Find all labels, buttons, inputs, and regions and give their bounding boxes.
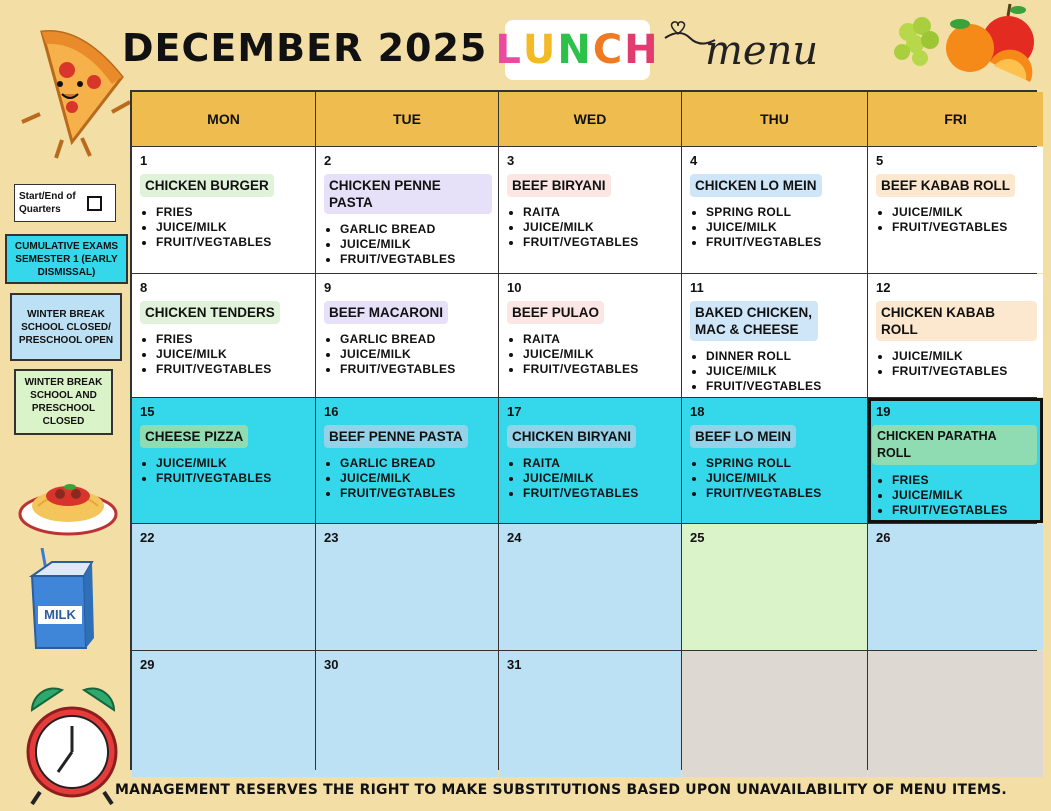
legend-break-open: WINTER BREAK SCHOOL CLOSED/ PRESCHOOL OPEN (10, 293, 122, 361)
side-item: • FRUIT/VEGTABLES (892, 364, 1037, 379)
date-number: 12 (876, 280, 891, 295)
side-item: • GARLIC BREAD (340, 222, 492, 237)
day-header: THU (682, 92, 867, 146)
dish-name: CHEESE PIZZA (140, 425, 248, 448)
dish-name: CHICKEN BIRYANI (507, 425, 636, 448)
dish-name: BAKED CHICKEN, MAC & CHEESE (690, 301, 818, 341)
date-number: 10 (507, 280, 522, 295)
dish-name: BEEF LO MEIN (690, 425, 796, 448)
day-cell (682, 524, 867, 650)
side-items (324, 222, 492, 267)
date-number: 16 (324, 404, 339, 419)
day-cell (316, 398, 498, 523)
day-cell (499, 524, 681, 650)
side-item: • JUICE/MILK (892, 205, 1037, 220)
side-item: • JUICE/MILK (706, 220, 861, 235)
day-cell (316, 651, 498, 777)
side-items (140, 205, 309, 250)
side-item: • JUICE/MILK (523, 220, 675, 235)
lunch-letter: C (592, 27, 625, 73)
date-number: 26 (876, 530, 891, 545)
date-number: 23 (324, 530, 339, 545)
empty-cell (868, 651, 1043, 777)
day-cell (316, 147, 498, 273)
side-item: • FRUIT/VEGTABLES (523, 362, 675, 377)
day-cell (499, 147, 681, 273)
side-items (876, 205, 1037, 235)
side-items (690, 456, 861, 501)
side-item: • FRUIT/VEGTABLES (156, 471, 309, 486)
side-item: • JUICE/MILK (892, 349, 1037, 364)
side-item: • JUICE/MILK (340, 237, 492, 252)
spaghetti-icon (18, 470, 118, 540)
date-number: 29 (140, 657, 155, 672)
legend-exams: CUMULATIVE EXAMS SEMESTER 1 (EARLY DISMISSAL) (5, 234, 128, 284)
side-item: • SPRING ROLL (706, 205, 861, 220)
day-cell (132, 398, 315, 523)
date-number: 30 (324, 657, 339, 672)
date-number: 5 (876, 153, 884, 168)
side-item: • FRUIT/VEGTABLES (523, 486, 675, 501)
side-item: • FRUIT/VEGTABLES (706, 379, 861, 394)
day-header: MON (132, 92, 315, 146)
side-item: • JUICE/MILK (706, 364, 861, 379)
side-item: • FRIES (156, 205, 309, 220)
side-item: • SPRING ROLL (706, 456, 861, 471)
lunch-logo (495, 20, 660, 80)
side-item: • JUICE/MILK (156, 347, 309, 362)
day-header: WED (499, 92, 681, 146)
day-cell (682, 147, 867, 273)
dish-name: CHICKEN PENNE PASTA (324, 174, 492, 214)
side-items (507, 205, 675, 250)
day-cell-quarter-end (868, 398, 1043, 523)
side-item: • FRUIT/VEGTABLES (340, 362, 492, 377)
legend-break-closed: WINTER BREAK SCHOOL AND PRESCHOOL CLOSED (14, 369, 113, 435)
lunch-letter: H (624, 27, 660, 73)
milk-carton-icon (24, 548, 99, 653)
side-item: • FRUIT/VEGTABLES (340, 252, 492, 267)
dish-name: BEEF KABAB ROLL (876, 174, 1015, 197)
side-items (140, 456, 309, 486)
square-icon (87, 196, 102, 211)
day-cell (132, 651, 315, 777)
date-number: 18 (690, 404, 705, 419)
date-number: 1 (140, 153, 148, 168)
dish-name: CHICKEN PARATHA ROLL (872, 425, 1037, 465)
date-number: 22 (140, 530, 155, 545)
date-number: 4 (690, 153, 698, 168)
side-items (324, 332, 492, 377)
day-cell (682, 398, 867, 523)
date-number: 2 (324, 153, 332, 168)
side-items (690, 349, 861, 394)
date-number: 19 (876, 404, 891, 419)
lunch-letter: U (522, 27, 558, 73)
dish-name: BEEF PENNE PASTA (324, 425, 468, 448)
day-cell (868, 524, 1043, 650)
side-item: • JUICE/MILK (156, 456, 309, 471)
side-item: • RAITA (523, 205, 675, 220)
side-item: • GARLIC BREAD (340, 332, 492, 347)
side-item: • FRUIT/VEGTABLES (340, 486, 492, 501)
footer-notice: MANAGEMENT RESERVES THE RIGHT TO MAKE SUBSTITUTIONS BASED UPON UNAVAILABILITY OF MENU ITEMS. (115, 782, 1007, 798)
date-number: 8 (140, 280, 148, 295)
side-item: • JUICE/MILK (523, 347, 675, 362)
date-number: 9 (324, 280, 332, 295)
date-number: 31 (507, 657, 522, 672)
day-cell (132, 524, 315, 650)
day-cell (499, 651, 681, 777)
date-number: 3 (507, 153, 515, 168)
side-item: • JUICE/MILK (706, 471, 861, 486)
alarm-clock-icon (18, 680, 128, 808)
day-cell (499, 398, 681, 523)
side-item: • JUICE/MILK (340, 347, 492, 362)
side-item: • FRUIT/VEGTABLES (706, 486, 861, 501)
side-item: • JUICE/MILK (523, 471, 675, 486)
lunch-letter: N (557, 27, 593, 73)
date-number: 11 (690, 280, 704, 295)
side-item: • FRUIT/VEGTABLES (892, 220, 1037, 235)
side-item: • DINNER ROLL (706, 349, 861, 364)
dish-name: CHICKEN TENDERS (140, 301, 280, 324)
side-items (140, 332, 309, 377)
pizza-icon (12, 22, 132, 162)
day-cell (499, 274, 681, 397)
page-title: DECEMBER 2025 (122, 26, 488, 70)
lunch-letter: L (495, 27, 523, 73)
date-number: 25 (690, 530, 705, 545)
side-item: • FRUIT/VEGTABLES (156, 235, 309, 250)
date-number: 17 (507, 404, 522, 419)
day-cell (132, 147, 315, 273)
date-number: 24 (507, 530, 522, 545)
side-items (507, 456, 675, 501)
side-item: • FRUIT/VEGTABLES (523, 235, 675, 250)
day-cell (868, 147, 1043, 273)
legend-quarters (14, 184, 116, 222)
menu-script-word: menu (705, 28, 819, 74)
side-item: • FRUIT/VEGTABLES (706, 235, 861, 250)
dish-name: BEEF MACARONI (324, 301, 448, 324)
day-cell (316, 524, 498, 650)
dish-name: BEEF PULAO (507, 301, 604, 324)
day-cell (316, 274, 498, 397)
side-item: • FRUIT/VEGTABLES (156, 362, 309, 377)
side-item: • FRUIT/VEGTABLES (892, 503, 1037, 518)
legend-quarters-label: Start/End of Quarters (19, 191, 76, 215)
empty-cell (682, 651, 867, 777)
side-item: • RAITA (523, 332, 675, 347)
date-number: 15 (140, 404, 155, 419)
side-item: • JUICE/MILK (340, 471, 492, 486)
side-items (507, 332, 675, 377)
dish-name: BEEF BIRYANI (507, 174, 611, 197)
day-cell (868, 274, 1043, 397)
dish-name: CHICKEN KABAB ROLL (876, 301, 1037, 341)
side-items (876, 349, 1037, 379)
side-items (876, 473, 1037, 518)
day-header: FRI (868, 92, 1043, 146)
day-cell (132, 274, 315, 397)
side-items (324, 456, 492, 501)
side-item: • JUICE/MILK (892, 488, 1037, 503)
dish-name: CHICKEN BURGER (140, 174, 274, 197)
side-item: • FRIES (156, 332, 309, 347)
side-item: • RAITA (523, 456, 675, 471)
side-item: • GARLIC BREAD (340, 456, 492, 471)
milk-label: MILK (44, 607, 76, 622)
dish-name: CHICKEN LO MEIN (690, 174, 822, 197)
side-item: • JUICE/MILK (156, 220, 309, 235)
lunch-calendar (130, 90, 1037, 770)
side-item: • FRIES (892, 473, 1037, 488)
day-cell (682, 274, 867, 397)
day-header: TUE (316, 92, 498, 146)
fruit-icon (890, 2, 1040, 92)
side-items (690, 205, 861, 250)
